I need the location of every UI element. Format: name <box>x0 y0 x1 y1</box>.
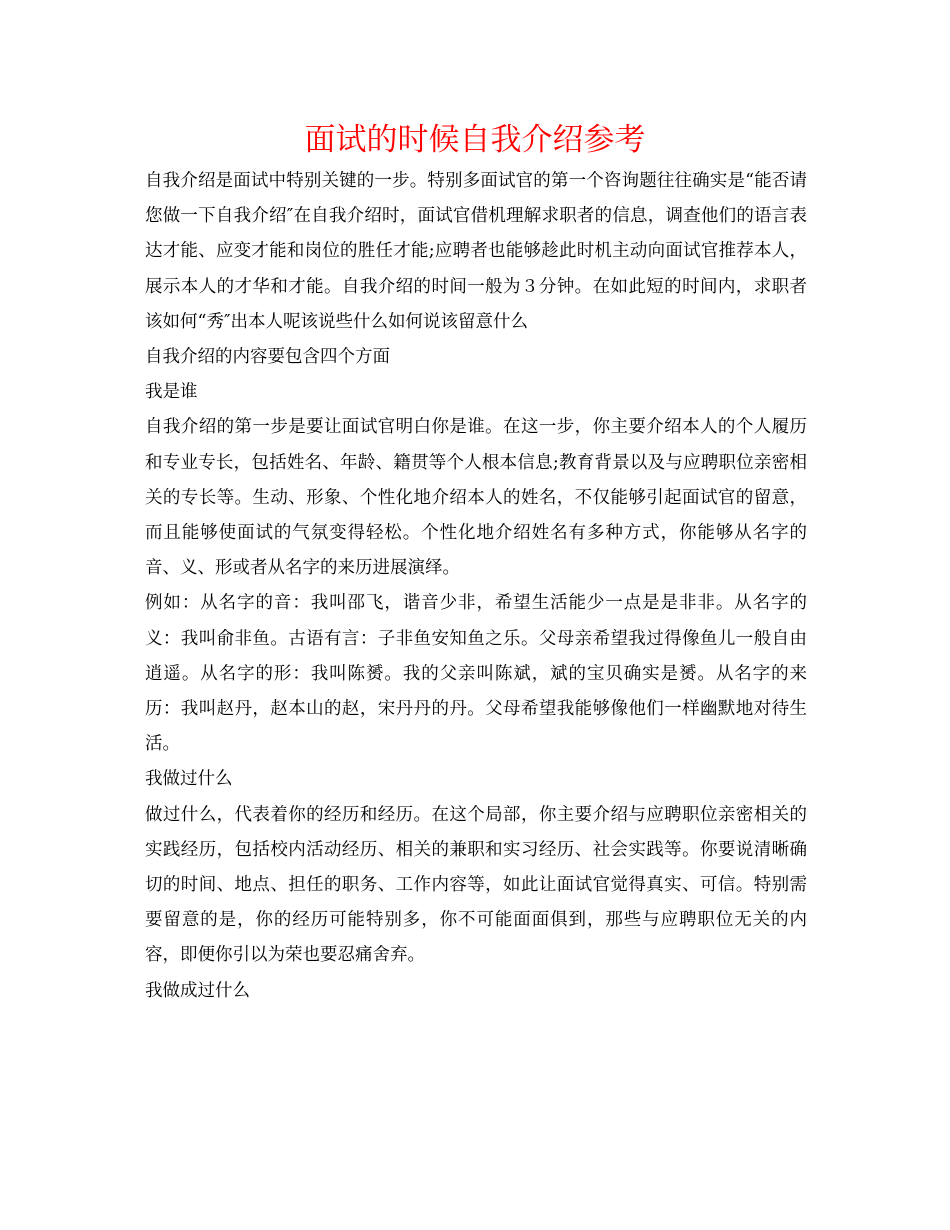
intro-paragraph: 自我介绍是面试中特别关键的一步。特别多面试官的第一个咨询题往往确实是“能否请您做一下自我介绍″在自我介绍时，面试官借机理解求职者的信息，调查他们的语言表达才能、应变才能和岗位的胜任才能;应聘者也能够趁此时机主动向面试官推荐本人，展示本人的才华和才能。自我介绍的时间一般为３分钟。在如此短的时间内，求职者该如何“秀″出本人呢该说些什么如何说该留意什么 <box>145 171 807 332</box>
document-body <box>145 164 807 1009</box>
section-overview-line: 自我介绍的内容要包含四个方面 <box>145 347 390 368</box>
what-i-did-paragraph: 做过什么，代表着你的经历和经历。在这个局部，你主要介绍与应聘职位亲密相关的实践经历，包括校内活动经历、相关的兼职和实习经历、社会实践等。你要说清晰确切的时间、地点、担任的职务、工作内容等，如此让面试官觉得真实、可信。特别需要留意的是，你的经历可能特别多，你不可能面面俱到，那些与应聘职位无关的内容，即便你引以为荣也要忍痛舍弃。 <box>145 804 807 966</box>
who-am-i-paragraph: 自我介绍的第一步是要让面试官明白你是谁。在这一步，你主要介绍本人的个人履历和专业专长，包括姓名、年龄、籍贯等个人根本信息;教育背景以及与应聘职位亲密相关的专长等。生动、形象、个性化地介绍本人的姓名，不仅能够引起面试官的留意，而且能够使面试的气氛变得轻松。个性化地介绍姓名有多种方式，你能够从名字的音、义、形或者从名字的来历进展演绎。 <box>145 417 807 579</box>
section-heading-what-i-achieved: 我做成过什么 <box>145 980 250 1001</box>
name-examples-paragraph: 例如：从名字的音：我叫邵飞，谐音少非，希望生活能少一点是是非非。从名字的义：我叫俞非鱼。古语有言：子非鱼安知鱼之乐。父母亲希望我过得像鱼儿一般自由逍遥。从名字的形：我叫陈赟。我的父亲叫陈斌，斌的宝贝确实是赟。从名字的来历：我叫赵丹，赵本山的赵，宋丹丹的丹。父母希望我能够像他们一样幽默地对待生活。 <box>145 593 807 755</box>
document-title: 面试的时候自我介绍参考 <box>304 122 646 158</box>
section-heading-what-i-did: 我做过什么 <box>145 769 233 790</box>
section-heading-who-am-i: 我是谁 <box>145 382 198 403</box>
